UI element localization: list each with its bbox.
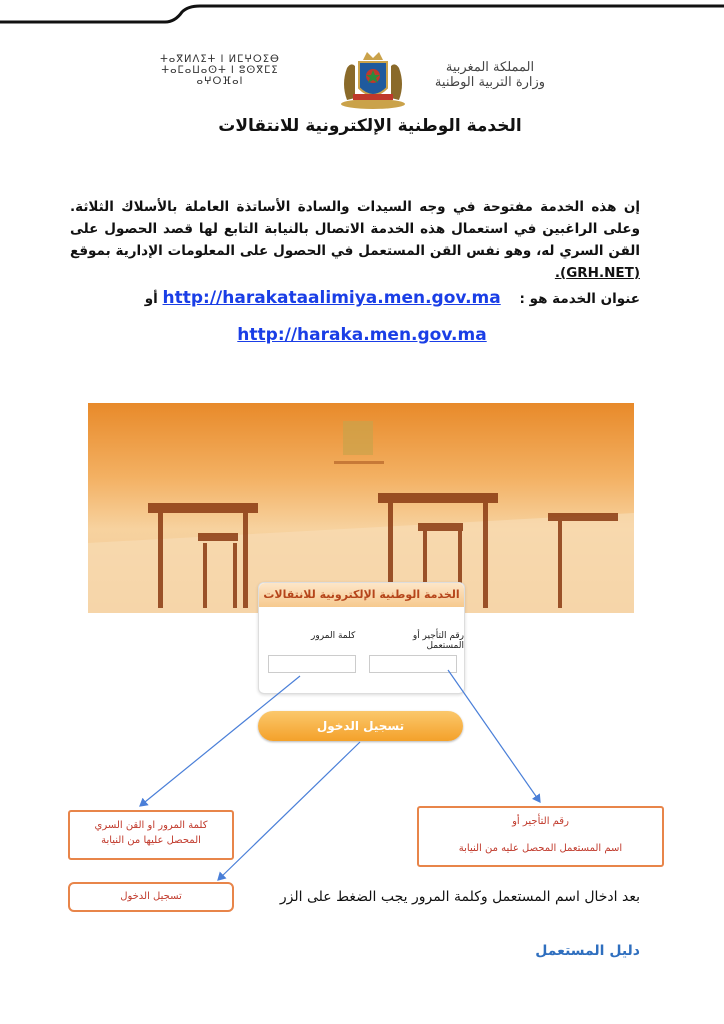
ministry-name [420, 60, 560, 90]
primary-url-link[interactable]: http://harakataalimiya.men.gov.ma [162, 288, 501, 308]
login-button[interactable]: تسجيل الدخول [258, 711, 463, 741]
login-form-card [258, 582, 465, 694]
user-guide-heading: دليل المستعمل [535, 943, 640, 959]
username-callout-line-1: رقم التأجير أو [512, 816, 569, 827]
password-label: كلمة المرور [311, 631, 356, 641]
document-title: الخدمة الوطنية الإلكترونية للانتقالات [218, 116, 522, 136]
username-callout [417, 806, 664, 867]
intro-paragraph [70, 196, 640, 284]
password-callout-line-2: المحصل عليها من النيابة [101, 835, 201, 846]
or-text: أو [144, 291, 158, 307]
grh-net-reference: (GRH.NET). [554, 265, 640, 281]
password-callout [68, 810, 234, 860]
kingdom-name: المملكة المغربية [445, 60, 535, 75]
form-title: الخدمة الوطنية الإلكترونية للانتقالات [259, 583, 464, 607]
login-instruction: بعد ادخال اسم المستعمل وكلمة المرور يجب الضغط على الزر [279, 889, 640, 905]
tifinagh-line-2: ⵜⴰⵎⴰⵡⴰⵙⵜ ⵏ ⵓⵙⴳⵎⵉ [161, 65, 279, 76]
ministry-label: وزارة التربية الوطنية [434, 75, 546, 90]
tifinagh-line-3: ⴰⵖⵔⴼⴰⵏ [196, 76, 244, 87]
secondary-url-row [120, 325, 604, 345]
coat-of-arms-emblem [333, 44, 413, 112]
tifinagh-header [140, 54, 300, 87]
password-field[interactable] [268, 655, 356, 673]
tifinagh-line-1: ⵜⴰⴳⵍⴷⵉⵜ ⵏ ⵍⵎⵖⵔⵉⴱ [160, 54, 280, 65]
secondary-url-link[interactable]: http://haraka.men.gov.ma [237, 325, 487, 345]
address-label: عنوان الخدمة هو : [519, 291, 640, 307]
username-field[interactable] [369, 655, 457, 673]
service-address [70, 288, 640, 308]
login-callout: تسجيل الدخول [68, 882, 234, 912]
username-callout-line-2: اسم المستعمل المحصل عليه من النيابة [458, 843, 623, 854]
password-callout-line-1: كلمة المرور او القن السري [94, 820, 208, 831]
top-decorative-line [0, 0, 724, 30]
intro-text: إن هذه الخدمة مفتوحة في وجه السيدات والسادة الأساتذة العاملة بالأسلاك الثلاثة. وعلى الراغبين في استعمال هذه الخدمة الاتصال بالنيابة التابع لها قصد الحصول على القن السري له، وهو نفس القن المستعمل في الحصول على المعلومات الإدارية بموقع [70, 199, 640, 259]
username-label: رقم التأجير أو المستعمل [412, 631, 464, 651]
